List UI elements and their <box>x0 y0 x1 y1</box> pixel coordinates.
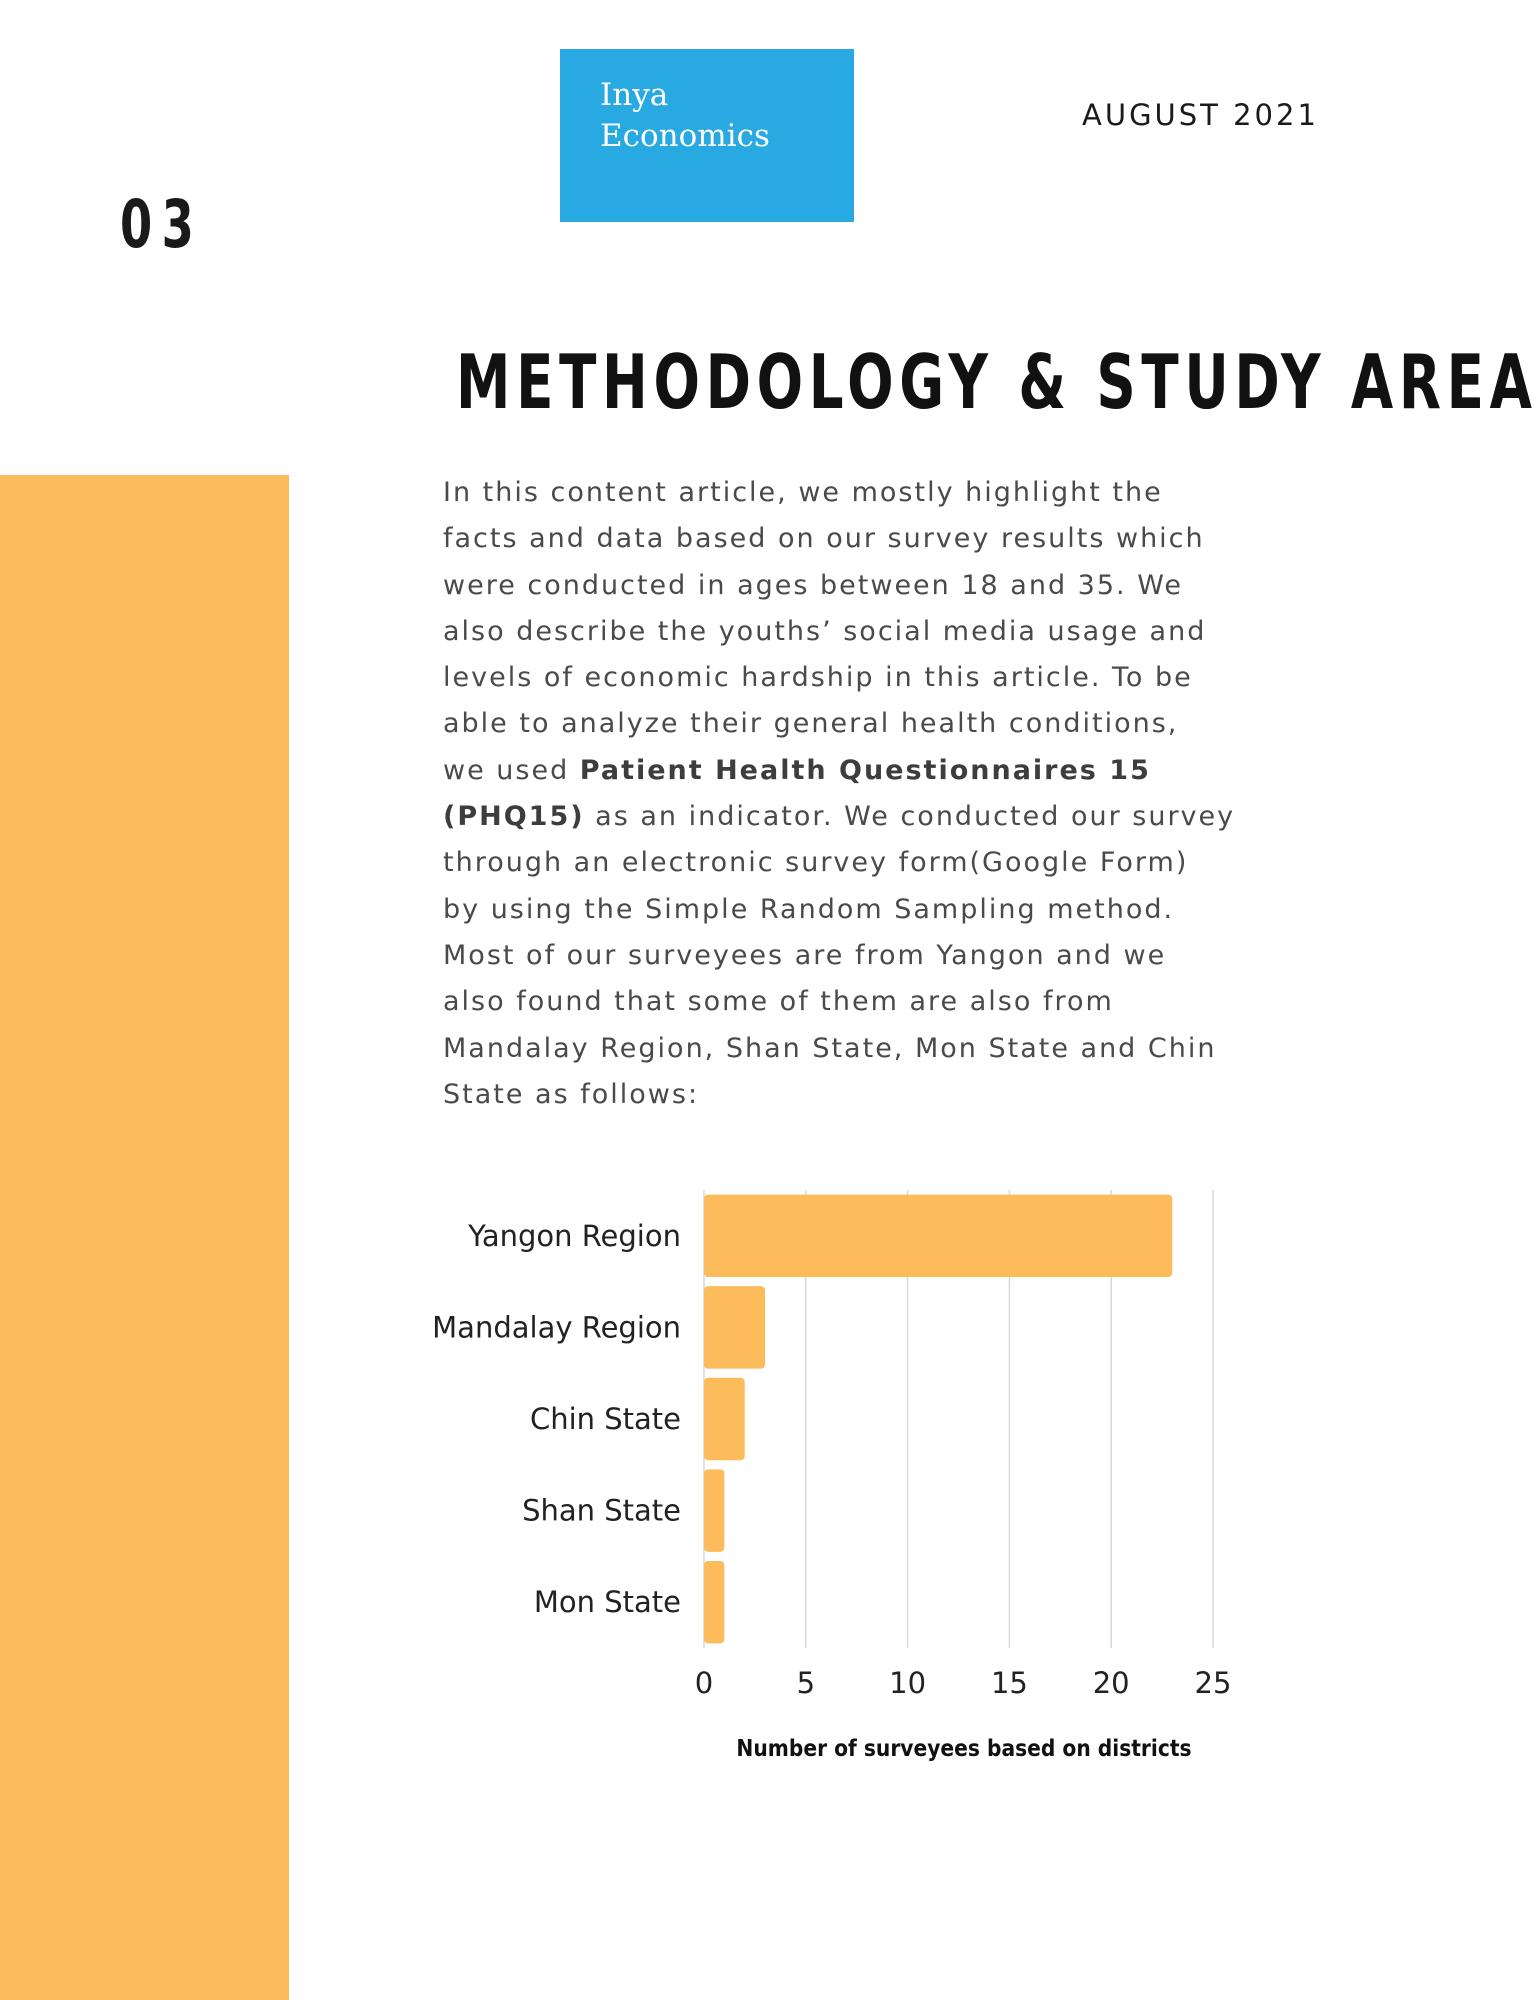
x-tick-label: 5 <box>796 1666 816 1700</box>
logo-line-2: Economics <box>600 118 770 154</box>
bar <box>704 1561 724 1643</box>
x-tick-label: 20 <box>1092 1666 1130 1700</box>
body-line: In this content article, we mostly highlight the <box>443 477 1163 508</box>
body-line: by using the Simple Random Sampling method. <box>443 893 1175 925</box>
body-line: State as follows: <box>443 1078 700 1110</box>
page-number: 03 <box>120 186 204 263</box>
body-line: facts and data based on our survey results which <box>443 523 1205 555</box>
category-label: Mon State <box>533 1585 681 1620</box>
publication-date: AUGUST 2021 <box>1082 98 1319 132</box>
body-line: also describe the youths’ social media usage and <box>443 615 1207 647</box>
x-tick-label: 10 <box>889 1666 927 1700</box>
logo <box>560 49 854 222</box>
indicator-abbreviation: (PHQ15) <box>443 801 585 833</box>
body-line: levels of economic hardship in this article. To be <box>443 662 1193 694</box>
x-tick-label: 25 <box>1194 1666 1232 1700</box>
body-line: Mandalay Region, Shan State, Mon State and Chin <box>443 1032 1217 1064</box>
category-label: Shan State <box>522 1493 681 1528</box>
body-line: able to analyze their general health conditions, <box>443 708 1179 740</box>
bar <box>704 1378 745 1460</box>
x-axis-title: Number of surveyees based on districts <box>736 1736 1192 1762</box>
body-text-segment: as an indicator. We conducted our survey <box>584 801 1236 833</box>
indicator-name: Patient Health Questionnaires 15 <box>579 754 1151 786</box>
category-label: Chin State <box>529 1402 681 1436</box>
body-line <box>443 748 1213 794</box>
logo-line-1: Inya <box>600 77 669 113</box>
body-line <box>443 794 1236 840</box>
body-line: also found that some of them are also from <box>443 986 1114 1018</box>
body-text-segment: we used <box>443 754 580 786</box>
category-label: Mandalay Region <box>432 1310 681 1345</box>
bar <box>704 1469 724 1551</box>
category-label: Yangon Region <box>468 1218 681 1253</box>
decorative-side-bar <box>0 475 289 2000</box>
section-title: METHODOLOGY & STUDY AREA <box>456 338 1538 426</box>
body-line: were conducted in ages between 18 and 35. We <box>443 569 1183 601</box>
body-line: Most of our surveyees are from Yangon and we <box>443 939 1167 971</box>
x-tick-label: 15 <box>990 1666 1028 1700</box>
logo-text <box>600 75 770 157</box>
body-line: through an electronic survey form(Google Form) <box>443 847 1189 879</box>
body-paragraph <box>443 470 1236 1118</box>
bar <box>704 1286 765 1368</box>
bar <box>704 1195 1172 1277</box>
x-tick-label: 0 <box>694 1666 714 1700</box>
